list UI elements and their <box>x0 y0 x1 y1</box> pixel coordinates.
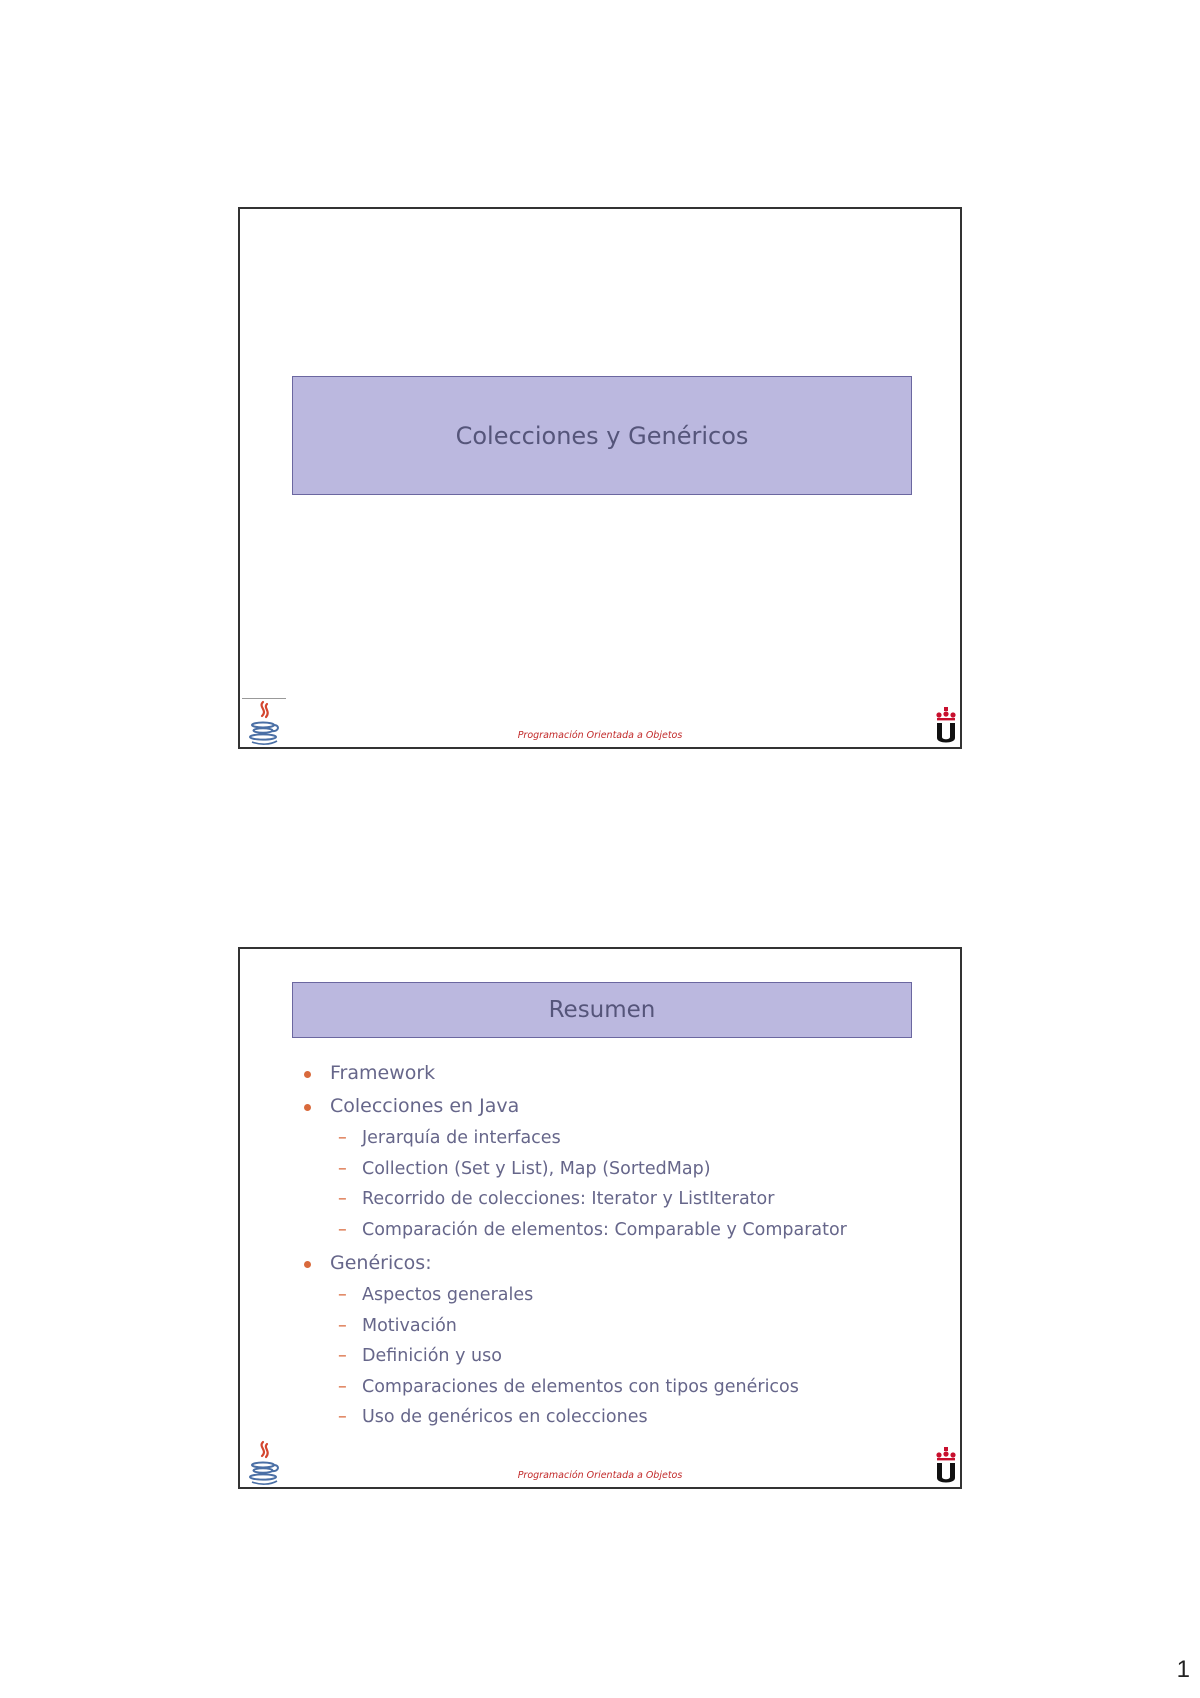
sub-list <box>330 1280 922 1433</box>
bullet-list <box>302 1057 922 1435</box>
slide-footer: Programación Orientada a Objetos <box>517 730 683 741</box>
sub-list-item: – Comparación de elementos: Comparable y Comparator <box>330 1215 922 1246</box>
bullet-text: Colecciones en Java <box>330 1095 520 1117</box>
list-item <box>302 1247 922 1433</box>
sub-list-item: – Collection (Set y List), Map (SortedMap) <box>330 1154 922 1185</box>
slide-2 <box>238 947 962 1489</box>
sub-list-item: – Definición y uso <box>330 1341 922 1372</box>
slide-title-text: Resumen <box>548 997 656 1023</box>
list-item <box>302 1090 922 1245</box>
university-logo-icon <box>934 1446 958 1486</box>
slide-1 <box>238 207 962 749</box>
page-number: 1 <box>1176 1656 1190 1683</box>
sub-list-item: – Recorrido de colecciones: Iterator y ListIterator <box>330 1184 922 1215</box>
slide-title-text: Colecciones y Genéricos <box>455 421 749 450</box>
sub-list-item: – Comparaciones de elementos con tipos genéricos <box>330 1372 922 1403</box>
sub-list-item: – Jerarquía de interfaces <box>330 1123 922 1154</box>
bullet-text: Framework <box>330 1062 436 1084</box>
sub-list-item: – Aspectos generales <box>330 1280 922 1311</box>
sub-list-item: – Uso de genéricos en colecciones <box>330 1402 922 1433</box>
list-item <box>302 1057 922 1090</box>
university-logo-icon <box>934 706 958 746</box>
slide-title <box>292 982 912 1038</box>
slide-title <box>292 376 912 495</box>
sub-list <box>330 1123 922 1245</box>
sub-list-item: – Motivación <box>330 1311 922 1342</box>
slide-footer: Programación Orientada a Objetos <box>517 1470 683 1481</box>
bullet-text: Genéricos: <box>330 1252 432 1274</box>
